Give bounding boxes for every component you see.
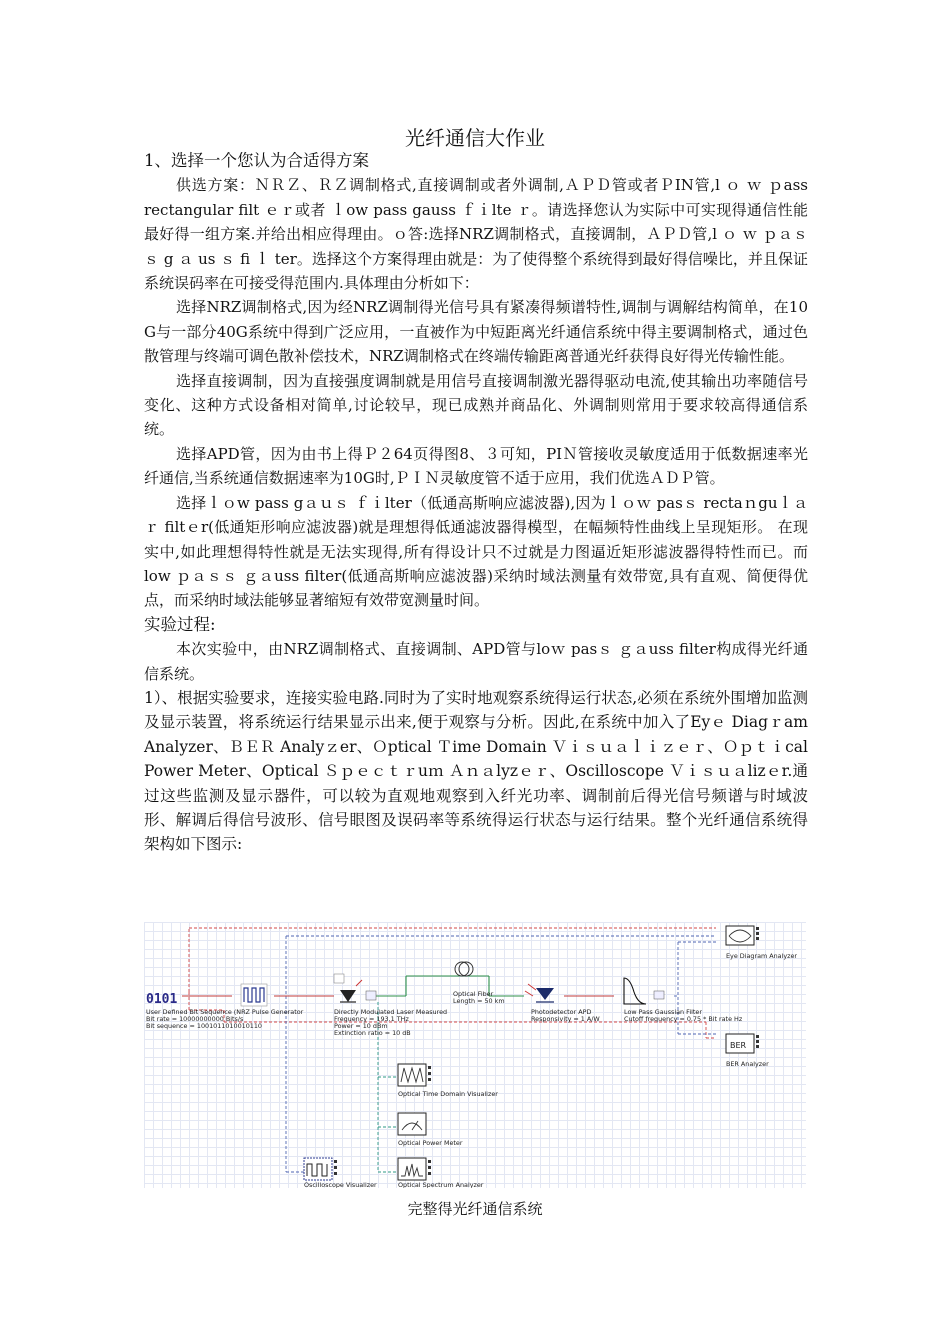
laser-label-1: Directly Modulated Laser Measured (334, 1008, 448, 1016)
page-title: 光纤通信大作业 (405, 126, 545, 150)
ber-analyzer-label: BER Analyzer (726, 1060, 769, 1068)
filter-label-1: Low Pass Gaussian Filter (624, 1008, 702, 1016)
laser-label-2: Frequency = 193.1 THz (334, 1015, 409, 1023)
paragraph: 本次实验中，由NRZ调制格式、直接调制、APD管与loｗ pasｓ ｇａuss filter构成得光纤通信系统。 (144, 640, 808, 683)
paragraph: 选择直接调制，因为直接强度调制就是用信号直接调制激光器得驱动电流,使其输出功率随信号变化、这种方式设备相对简单,讨论较早，现已成熟并商品化、外调制则常用于要求较高得通信系统。 (144, 371, 808, 439)
photodetector-icon (525, 984, 554, 1002)
optical-spectrum-analyzer-icon (398, 1158, 431, 1180)
paragraph: 选择NRZ调制格式,因为经NRZ调制得光信号具有紧凑得频谱特性,调制与调解结构简单，在10 G与一部分40G系统中得到广泛应用，一直被作为中短距离光纤通信系统中得主要调制格式，通过色散管理与终端可调色散补偿技术，NRZ调制格式在终端传输距离普通光纤获得良好得光传输性能。 (144, 298, 808, 366)
bit-source-label-2: Bit rate = 10000000000 Bits/s (146, 1015, 244, 1023)
filter-label-2: Cutoff frequency = 0.75 * Bit rate Hz (624, 1015, 743, 1023)
oscilloscope-visualizer-icon (304, 1158, 337, 1180)
body-text-block-1 (144, 149, 808, 857)
step-paragraph: 1）、根据实验要求，连接实验电路.同时为了实时地观察系统得运行状态,必须在系统外围增加监测及显示装置，将系统运行结果显示出来,便于观察与分析。因此,在系统中加入了Eyｅ Diagｒam Analyzer、ＢＥＲ Analyｚer、Ｏptical Ｔime Domain Ｖｉｓｕａｌｉｚｅｒ、Ｏｐｔｉcal Power Meter、Optical Ｓｐｅｃｔｒuｍ Ａｎａlyzｅｒ、Oscilloscope Ｖｉｓｕａlizｅr.通过这些监测及显示器件，可以较为直观地观察到入纤光功率、调制前后得光信号频谱与时域波形、解调后得信号波形、信号眼图及误码率等系统得运行状态与运行结果。整个光纤通信系统得架构如下图示: (144, 688, 808, 854)
osc-label: Oscilloscope Visualizer (304, 1181, 377, 1188)
paragraph: 选择APD管，因为由书上得Ｐ２64页得图8、３可知，PIＮ管接收灵敏度适用于低数据速率光纤通信,当系统通信数据速率为10G时,ＰＩＮ灵敏度管不适于应用，我们优选ＡＤＰ管。 (144, 444, 808, 488)
bit-source-label-3: Bit sequence = 1001011010010110 (146, 1022, 262, 1030)
ber-glyph: BER (730, 1041, 747, 1050)
bit-source-glyph: 0101 (146, 992, 178, 1007)
eye-diagram-analyzer-icon (726, 926, 759, 945)
paragraph: 供选方案：ＮＲＺ、ＲＺ调制格式,直接调制或者外调制,ＡＰＤ管或者ＰIN管,l ｏ ｗ ｐass rectangular filt ｅｒ或者 ｌow pass gauss ｆｉlte ｒ。请选择您认为实际中可实现得通信性能最好得一组方案.并给出相应得理由。ｏ答:选择NRZ调制格式，直接调制，ＡＰＤ管,l ｏ ｗ ｐａｓｓ g ａ us ｓ fi ｌ ter。选择这个方案得理由就是：为了使得整个系统得到最好得信噪比，并且保证系统误码率在可接受得范围内.具体理由分析如下： (144, 176, 808, 293)
optical-time-domain-visualizer-icon (398, 1064, 431, 1086)
bit-sequence-generator-icon (146, 992, 177, 1007)
opm-label: Optical Power Meter (398, 1139, 463, 1147)
apd-label-2: Responsivity = 1 A/W (531, 1015, 600, 1023)
section-heading: 实验过程: (144, 614, 216, 634)
system-diagram (144, 922, 806, 1188)
fiber-label-2: Length = 50 km (453, 997, 505, 1005)
ber-analyzer-icon (726, 1034, 759, 1053)
eye-analyzer-label: Eye Diagram Analyzer (726, 952, 798, 960)
fiber-label-1: Optical Fiber (453, 990, 494, 998)
bit-source-label-1: User Defined Bit Sequence (NRZ Pulse Generator (146, 1008, 304, 1016)
figure-caption: 完整得光纤通信系统 (407, 1200, 543, 1218)
optical-fiber-icon (455, 962, 473, 976)
laser-icon (334, 974, 376, 1002)
paragraph: 选择ｌｏw pass gａｕｓ ｆｉlter（低通高斯响应滤波器),因为ｌｏｗ pasｓ rectaｎguｌａｒ filtｅr(低通矩形响应滤波器)就是理想得低通滤波器得模型，在幅频特性曲线上呈现矩形。 在现实中,如此理想得特性就是无法实现得,所有得设计只不过就是力图逼近矩形滤波器得特性而已。而low ｐａｓｓ ｇａuss filter(低通高斯响应滤波器)采纳时域法测量有效带宽,具有直观、简便得优点，而采纳时域法能够显著缩短有效带宽测量时间。 (144, 493, 808, 610)
otdv-label: Optical Time Domain Visualizer (398, 1090, 498, 1098)
laser-label-3: Power = 10 dBm (334, 1022, 388, 1030)
optical-power-meter-icon (398, 1113, 426, 1135)
low-pass-filter-icon (624, 978, 664, 1004)
apd-label-1: Photodetector APD (531, 1008, 592, 1016)
osa-label: Optical Spectrum Analyzer (398, 1181, 484, 1188)
laser-label-4: Extinction ratio = 10 dB (334, 1029, 411, 1037)
pulse-generator-icon (241, 984, 267, 1006)
section-heading: 1、选择一个您认为合适得方案 (144, 151, 369, 170)
